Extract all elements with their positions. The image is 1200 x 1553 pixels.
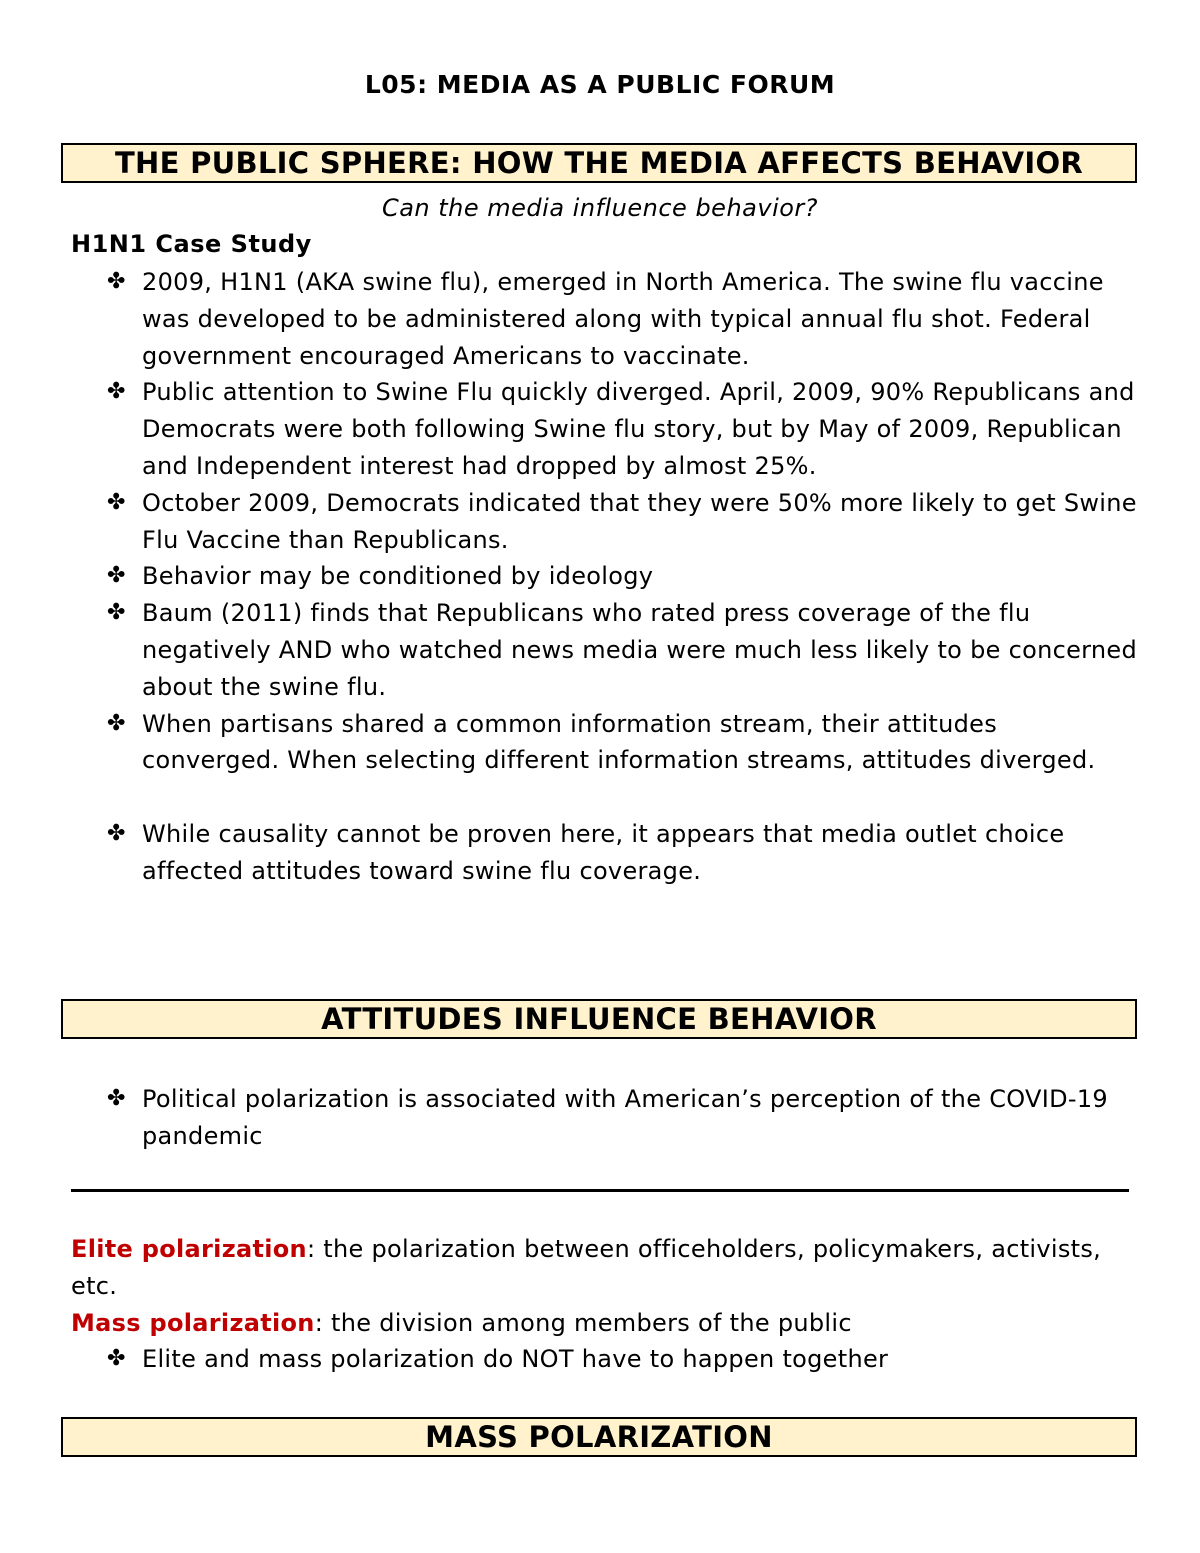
star-bullet-icon: ✤ <box>107 710 126 736</box>
star-bullet-icon: ✤ <box>107 379 126 405</box>
list-item <box>71 595 1141 705</box>
list-item <box>71 816 1141 890</box>
star-bullet-icon: ✤ <box>107 489 126 515</box>
star-bullet-icon: ✤ <box>107 269 126 294</box>
list-item <box>71 706 1141 780</box>
definition-term: Mass polarization <box>71 1308 315 1337</box>
section-title: ATTITUDES INFLUENCE BEHAVIOR <box>321 1002 877 1036</box>
star-bullet-icon: ✤ <box>107 1346 126 1371</box>
section-title: MASS POLARIZATION <box>425 1420 773 1454</box>
list-item <box>71 1341 1141 1378</box>
definition-term: Elite polarization <box>71 1235 307 1263</box>
list-item <box>71 264 1141 374</box>
attitudes-bullet-list <box>71 1081 1141 1155</box>
star-bullet-icon: ✤ <box>107 820 126 846</box>
list-item <box>71 374 1141 484</box>
list-item-text: Elite and mass polarization do NOT have to happen together <box>142 1345 889 1373</box>
section-header-mass-polarization <box>61 1417 1137 1457</box>
definition-text: : the polarization between officeholders, policymakers, activists, etc. <box>71 1235 1102 1300</box>
list-item-text: Political polarization is associated with American’s perception of the COVID-19 pandemic <box>142 1085 1108 1150</box>
list-item-text: Behavior may be conditioned by ideology <box>142 562 654 591</box>
star-bullet-icon: ✤ <box>107 563 126 589</box>
star-bullet-icon: ✤ <box>107 600 126 626</box>
section-subtitle: Can the media influence behavior? <box>381 194 819 222</box>
horizontal-divider <box>71 1189 1129 1192</box>
case-study-heading: H1N1 Case Study <box>71 230 312 258</box>
list-item-text: When partisans shared a common information stream, their attitudes converged. When selecting different information streams, attitudes diverged. <box>142 709 1096 775</box>
document-title: L05: MEDIA AS A PUBLIC FORUM <box>364 70 836 99</box>
definition-text: : the division among members of the public <box>314 1308 852 1337</box>
list-item-text: October 2009, Democrats indicated that they were 50% more likely to get Swine Flu Vaccine than Republicans. <box>142 488 1137 554</box>
section-header-attitudes <box>61 999 1137 1039</box>
list-item-text: Baum (2011) finds that Republicans who rated press coverage of the flu negatively AND who watched news media were much less likely to be concerned about the swine flu. <box>142 599 1138 701</box>
definition-mass-polarization <box>71 1305 1141 1342</box>
list-item-text: While causality cannot be proven here, it appears that media outlet choice affected attitudes toward swine flu coverage. <box>142 819 1065 885</box>
h1n1-bullet-list <box>71 264 1141 890</box>
list-item-text: 2009, H1N1 (AKA swine flu), emerged in North America. The swine flu vaccine was developed to be administered along with typical annual flu shot. Federal government encouraged Americans to vaccinate. <box>142 268 1104 370</box>
list-item <box>71 1081 1141 1155</box>
list-item-text: Public attention to Swine Flu quickly diverged. April, 2009, 90% Republicans and Democrats were both following Swine flu story, but by May of 2009, Republican and Independent interest had dropped by almost 25%. <box>142 378 1135 480</box>
section-title: THE PUBLIC SPHERE: HOW THE MEDIA AFFECTS BEHAVIOR <box>114 146 1084 180</box>
definition-elite-polarization <box>71 1231 1141 1305</box>
definitions-block <box>71 1231 1141 1341</box>
star-bullet-icon: ✤ <box>107 1086 126 1111</box>
section-header-public-sphere <box>61 143 1137 183</box>
list-item <box>71 485 1141 559</box>
polarization-bullet-list <box>71 1341 1141 1378</box>
list-item <box>71 558 1141 595</box>
